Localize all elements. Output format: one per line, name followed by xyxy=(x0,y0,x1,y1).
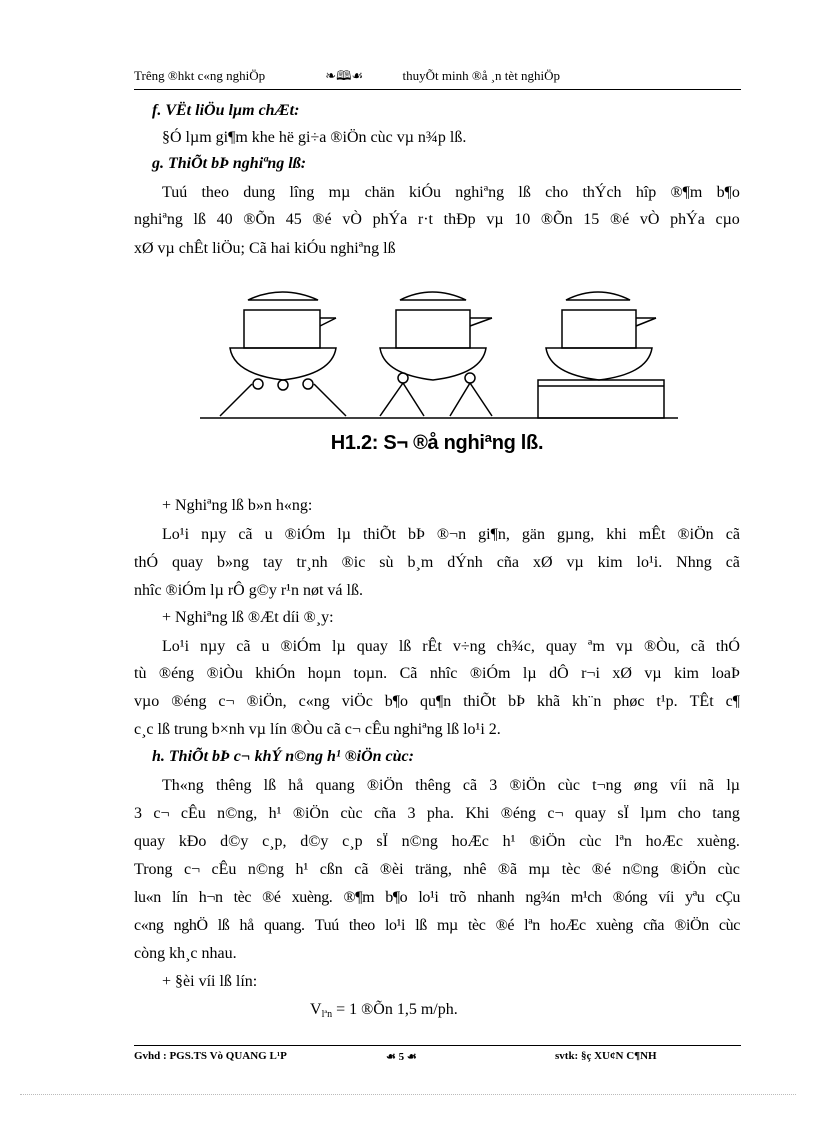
word: h¬n xyxy=(198,889,223,906)
word: ®èi xyxy=(379,861,404,878)
word: b¶o xyxy=(384,693,409,710)
word: hoÆc xyxy=(549,917,586,934)
word: Tuú xyxy=(314,917,339,934)
word: ®ic xyxy=(341,554,366,571)
word: quay xyxy=(356,638,388,655)
word: phÝa xyxy=(670,211,705,228)
word: sù xyxy=(379,554,394,571)
word: 15 xyxy=(583,211,600,228)
word: ®iÖn, xyxy=(246,693,287,710)
word: lµ xyxy=(726,777,740,794)
word: thiÕt xyxy=(463,693,497,710)
word: phøc xyxy=(613,693,645,710)
item-2-line: c¸c lß trung b×nh vµ lín ®Òu cã c¬ cÊu nghiªng lß lo¹i 2. xyxy=(134,721,501,738)
word: theo xyxy=(348,917,375,934)
word: Cã xyxy=(399,665,418,682)
word: xØ xyxy=(532,554,553,571)
word: quang xyxy=(315,777,355,794)
word: lo¹i. xyxy=(636,554,663,571)
word: gµng, xyxy=(557,526,595,543)
word: d©y xyxy=(220,833,249,850)
word: h¹ xyxy=(502,833,516,850)
word: lªn xyxy=(524,917,540,934)
section-h-line xyxy=(134,805,740,823)
word: xuèng. xyxy=(291,889,333,906)
word: kh¨n xyxy=(572,693,602,710)
word: 3 xyxy=(407,805,416,822)
word: lu«n xyxy=(134,889,161,906)
word: n©ng xyxy=(401,833,438,850)
word: ®iÓm xyxy=(284,526,326,543)
furnace-body xyxy=(562,310,636,348)
word: u xyxy=(261,638,270,655)
furnace-cradle xyxy=(546,348,652,380)
word: lµ xyxy=(332,638,346,655)
word: c«ng xyxy=(134,917,164,934)
word: cho xyxy=(545,184,569,201)
word: ®iÓm xyxy=(469,665,511,682)
word: Th«ng xyxy=(162,777,204,794)
word: ªm xyxy=(587,638,605,655)
word: lß xyxy=(398,638,412,655)
header-divider xyxy=(134,89,741,90)
furnace-lid xyxy=(400,292,466,300)
word: m¹ch xyxy=(570,889,602,906)
word: h¹ xyxy=(268,805,282,822)
word: ®óng xyxy=(612,889,648,906)
word: träng, xyxy=(415,861,452,878)
word: quang. xyxy=(263,917,305,934)
word: lín xyxy=(171,889,188,906)
furnace-side-tilt xyxy=(220,292,346,416)
word: Khi xyxy=(465,805,490,822)
word: thÐp xyxy=(443,211,476,228)
word: quay xyxy=(134,833,166,850)
word: lµ xyxy=(522,665,537,682)
word: n©ng xyxy=(622,861,659,878)
word: ®¶m xyxy=(343,889,375,906)
section-g-para-line xyxy=(134,211,740,229)
word: 10 xyxy=(514,211,531,228)
word: ®ã xyxy=(497,861,518,878)
word: cã xyxy=(462,777,478,794)
roller xyxy=(303,379,313,389)
word: c¬ xyxy=(547,805,564,822)
furnace-tilting-diagram xyxy=(200,282,680,424)
word: loaÞ xyxy=(711,665,740,682)
word: ®é xyxy=(591,861,612,878)
word: mÊt xyxy=(638,526,666,543)
word: hoÆc xyxy=(451,833,489,850)
word: nhîc xyxy=(429,665,458,682)
word: cã xyxy=(354,861,369,878)
word: lîng xyxy=(289,184,315,201)
word: víi xyxy=(669,777,687,794)
word: quay xyxy=(545,638,577,655)
word: 40 xyxy=(216,211,233,228)
footer-student: svtk: §ç XU¢N C¶NH xyxy=(555,1050,657,1062)
section-f-heading: f. VËt liÖu lµm chÆt: xyxy=(152,102,300,119)
word: Trong xyxy=(134,861,173,878)
section-h-line xyxy=(162,777,740,795)
word: tang xyxy=(712,805,740,822)
word: n©ng, xyxy=(217,805,258,822)
word: cùc xyxy=(340,805,363,822)
word: viÖc xyxy=(341,693,373,710)
word: cÊu xyxy=(180,805,206,822)
word: lß xyxy=(217,917,230,934)
word: lµ xyxy=(337,526,351,543)
word: ®iÖn xyxy=(670,861,707,878)
word: gi¶n, xyxy=(478,526,510,543)
word: víi xyxy=(658,889,675,906)
word: cã xyxy=(725,526,740,543)
word: phÝa xyxy=(372,211,408,228)
word: TÊt xyxy=(689,693,714,710)
word: hoµn xyxy=(307,665,341,682)
word: dÝnh xyxy=(447,554,483,571)
word: ®iÖn xyxy=(529,833,566,850)
word: toµn. xyxy=(353,665,388,682)
word: ®Õn xyxy=(243,211,276,228)
word: c¬ xyxy=(153,805,170,822)
furnace-lid xyxy=(248,292,318,300)
word: c¸p xyxy=(342,833,363,850)
footer-supervisor: Gvhd : PGS.TS Vò QUANG L¹P xyxy=(134,1050,287,1062)
formula-variable: V xyxy=(310,1001,322,1018)
section-h-line xyxy=(134,833,740,851)
word: t¹p. xyxy=(656,693,678,710)
item-1-line: nhîc ®iÓm lµ rÔ g©y r¹n nøt vá lß. xyxy=(134,582,363,599)
word: qu¶n xyxy=(420,693,452,710)
furnace-cradle xyxy=(380,348,486,380)
word: quay xyxy=(574,805,606,822)
section-f-text: §Ó lµm gi¶m khe hë gi÷a ®iÖn cùc vµ n¾p lß. xyxy=(162,129,467,146)
word: thÝch xyxy=(582,184,622,201)
furnace-bottom-tilt xyxy=(380,292,492,416)
word: kiÓu xyxy=(409,184,442,201)
word: cã xyxy=(725,554,740,571)
word: bÞ xyxy=(407,526,425,543)
word: h¹ xyxy=(295,861,309,878)
word: nµy xyxy=(201,526,227,543)
word: ®é xyxy=(495,917,515,934)
word: chän xyxy=(364,184,395,201)
item-1-line xyxy=(162,526,740,544)
header-school: Trêng ®hkt c«ng nghiÖp xyxy=(134,68,266,83)
word: lß xyxy=(518,184,531,201)
word: ®iÖn xyxy=(509,777,546,794)
word: cho xyxy=(677,805,701,822)
word: cÊu xyxy=(211,861,237,878)
word: thÓ xyxy=(134,554,158,571)
word: mµ xyxy=(437,917,458,934)
word: xØ xyxy=(612,665,632,682)
word: xuèng xyxy=(595,917,633,934)
word: cña xyxy=(373,805,397,822)
word: d©y xyxy=(300,833,329,850)
section-h-item-title: + §èi víi lß lín: xyxy=(162,973,258,990)
word: ®iÖn xyxy=(366,777,404,794)
word: tù xyxy=(134,665,147,682)
word: yªu xyxy=(685,889,705,906)
word: lß xyxy=(263,777,277,794)
word: bÞ xyxy=(508,693,525,710)
word: ®iÖn xyxy=(674,917,709,934)
roller xyxy=(278,380,288,390)
word: b»ng xyxy=(217,554,250,571)
roller xyxy=(253,379,263,389)
word: sÏ xyxy=(617,805,629,822)
word: lªn xyxy=(615,833,632,850)
word: dung xyxy=(243,184,276,201)
word: khi xyxy=(606,526,627,543)
section-g-heading: g. ThiÕt bÞ nghiªng lß: xyxy=(152,155,307,172)
header-document-title: thuyÕt minh ®å ¸n tèt nghiÖp xyxy=(402,68,561,83)
word: c¶ xyxy=(725,693,740,710)
furnace-lid xyxy=(566,292,630,300)
word: rÊt xyxy=(422,638,442,655)
word: khiÓn xyxy=(255,665,296,682)
word: hå xyxy=(239,917,254,934)
rocker-pivot xyxy=(398,373,408,383)
header-ornament: ❧🕮☙ xyxy=(325,68,364,83)
word: cña xyxy=(496,554,519,571)
word: kim xyxy=(674,665,699,682)
word: Lo¹i xyxy=(162,638,190,655)
word: r·t xyxy=(417,211,433,228)
item-1-title: + Nghiªng lß b»n h«ng: xyxy=(162,497,313,514)
section-h-heading: h. ThiÕt bÞ c¬ khÝ n©ng h¹ ®iÖn cùc: xyxy=(152,748,414,765)
furnace-platform xyxy=(538,292,664,418)
word: nã xyxy=(699,777,715,794)
word: cña xyxy=(643,917,665,934)
word: c¬ xyxy=(183,861,201,878)
word: ®iÒu xyxy=(206,665,243,682)
word: vÒ xyxy=(342,211,362,228)
word: sÏ xyxy=(376,833,388,850)
word: thêng xyxy=(415,777,451,794)
furnace-cradle xyxy=(230,348,336,380)
word: cÇu xyxy=(715,889,740,906)
rocker-pivot xyxy=(465,373,475,383)
word: cã xyxy=(236,638,251,655)
word: vµ xyxy=(644,665,662,682)
word: ®iÓm xyxy=(280,638,322,655)
furnace-body xyxy=(396,310,470,348)
furnace-body xyxy=(244,310,320,348)
word: 3 xyxy=(134,805,142,822)
formula-subscript: lªn xyxy=(321,1009,333,1020)
item-1-line xyxy=(134,554,740,572)
word: vµ xyxy=(486,211,504,228)
word: nghiªng xyxy=(134,211,183,228)
word: ®éng xyxy=(158,665,195,682)
word: cùc xyxy=(579,833,602,850)
word: cã xyxy=(238,526,253,543)
word: pha. xyxy=(426,805,454,822)
page-header xyxy=(134,67,740,89)
word: vµ xyxy=(615,638,633,655)
word: cµo xyxy=(715,211,740,228)
word: cùc xyxy=(717,861,740,878)
item-2-line xyxy=(162,638,740,656)
footer-page-number: ☙ 5 ☙ xyxy=(386,1051,417,1063)
word: 3 xyxy=(489,777,498,794)
word: tèc xyxy=(561,861,581,878)
word: thêng xyxy=(215,777,252,794)
section-h-line xyxy=(134,917,740,935)
word: b¶o xyxy=(716,184,740,201)
word: lµm xyxy=(640,805,667,822)
word: ®iÖn xyxy=(292,805,329,822)
word: nghÖ xyxy=(173,917,208,934)
word: xuèng. xyxy=(696,833,740,850)
word: lo¹i xyxy=(418,889,439,906)
word: ®éng xyxy=(171,693,207,710)
word: ®¬n xyxy=(436,526,467,543)
word: nµy xyxy=(200,638,226,655)
word: v÷ng xyxy=(452,638,486,655)
word: Nhng xyxy=(676,554,712,571)
word: tèc xyxy=(233,889,252,906)
word: theo xyxy=(201,184,230,201)
word: mµ xyxy=(328,184,351,201)
word: r¬i xyxy=(581,665,600,682)
word: trõ xyxy=(449,889,467,906)
word: c¬ xyxy=(218,693,235,710)
word: tay xyxy=(263,554,283,571)
section-h-line: còng kh¸c nhau. xyxy=(134,945,237,962)
word: ®Õn xyxy=(540,211,573,228)
word: ch¾c, xyxy=(496,638,535,655)
word: ®é xyxy=(312,211,332,228)
figure-caption: H1.2: S¬ ®å nghiªng lß. xyxy=(330,432,544,454)
item-2-line xyxy=(134,665,740,683)
footer-divider xyxy=(134,1045,741,1046)
word: cùc xyxy=(557,777,580,794)
word: ®Òu, xyxy=(644,638,680,655)
word: cùc xyxy=(718,917,740,934)
word: ng¾n xyxy=(525,889,560,906)
word: vÒ xyxy=(639,211,660,228)
word: vµ xyxy=(566,554,584,571)
word: øng xyxy=(633,777,658,794)
word: tr¸nh xyxy=(296,554,328,571)
word: thÓ xyxy=(715,638,740,655)
word: lß xyxy=(193,211,206,228)
word: lß xyxy=(415,917,427,934)
word: cã xyxy=(690,638,705,655)
word: nhanh xyxy=(477,889,515,906)
word: kim xyxy=(597,554,623,571)
word: b¸m xyxy=(407,554,434,571)
formula-value: = 1 ®Õn 1,5 m/ph. xyxy=(332,1001,458,1018)
word: t¬ng xyxy=(592,777,622,794)
word: ®¶m xyxy=(670,184,703,201)
word: dÔ xyxy=(549,665,569,682)
word: ®é xyxy=(262,889,281,906)
word: nghiªng xyxy=(455,184,505,201)
word: hoÆc xyxy=(645,833,683,850)
word: cßn xyxy=(319,861,343,878)
word: u xyxy=(264,526,273,543)
word: Lo¹i xyxy=(162,526,190,543)
word: ®éng xyxy=(500,805,537,822)
word: gän xyxy=(521,526,545,543)
word: Tuú xyxy=(162,184,188,201)
word: c¸p, xyxy=(262,833,287,850)
word: nhê xyxy=(463,861,487,878)
item-2-line xyxy=(134,693,740,711)
page-separator xyxy=(20,1094,796,1095)
word: kÐo xyxy=(178,833,207,850)
word: tèc xyxy=(468,917,486,934)
word: hå xyxy=(288,777,304,794)
word: quay xyxy=(171,554,204,571)
word: ®é xyxy=(609,211,630,228)
section-g-para-line xyxy=(162,184,740,202)
section-g-para-line: xØ vµ chÊt liÖu; Cã hai kiÓu nghiªng lß xyxy=(134,240,396,257)
word: n©ng xyxy=(247,861,285,878)
word: vµo xyxy=(134,693,160,710)
word: thiÕt xyxy=(363,526,396,543)
item-2-title: + Nghiªng lß ®Æt díi ®¸y: xyxy=(162,609,334,626)
formula xyxy=(310,1001,458,1020)
word: ®iÖn xyxy=(677,526,714,543)
word: hîp xyxy=(635,184,657,201)
word: 45 xyxy=(285,211,302,228)
word: mµ xyxy=(528,861,551,878)
section-h-line xyxy=(134,861,740,879)
word: b¶o xyxy=(385,889,408,906)
word: c«ng xyxy=(298,693,330,710)
word: lo¹i xyxy=(385,917,406,934)
word: khã xyxy=(536,693,561,710)
section-h-line xyxy=(134,889,740,907)
